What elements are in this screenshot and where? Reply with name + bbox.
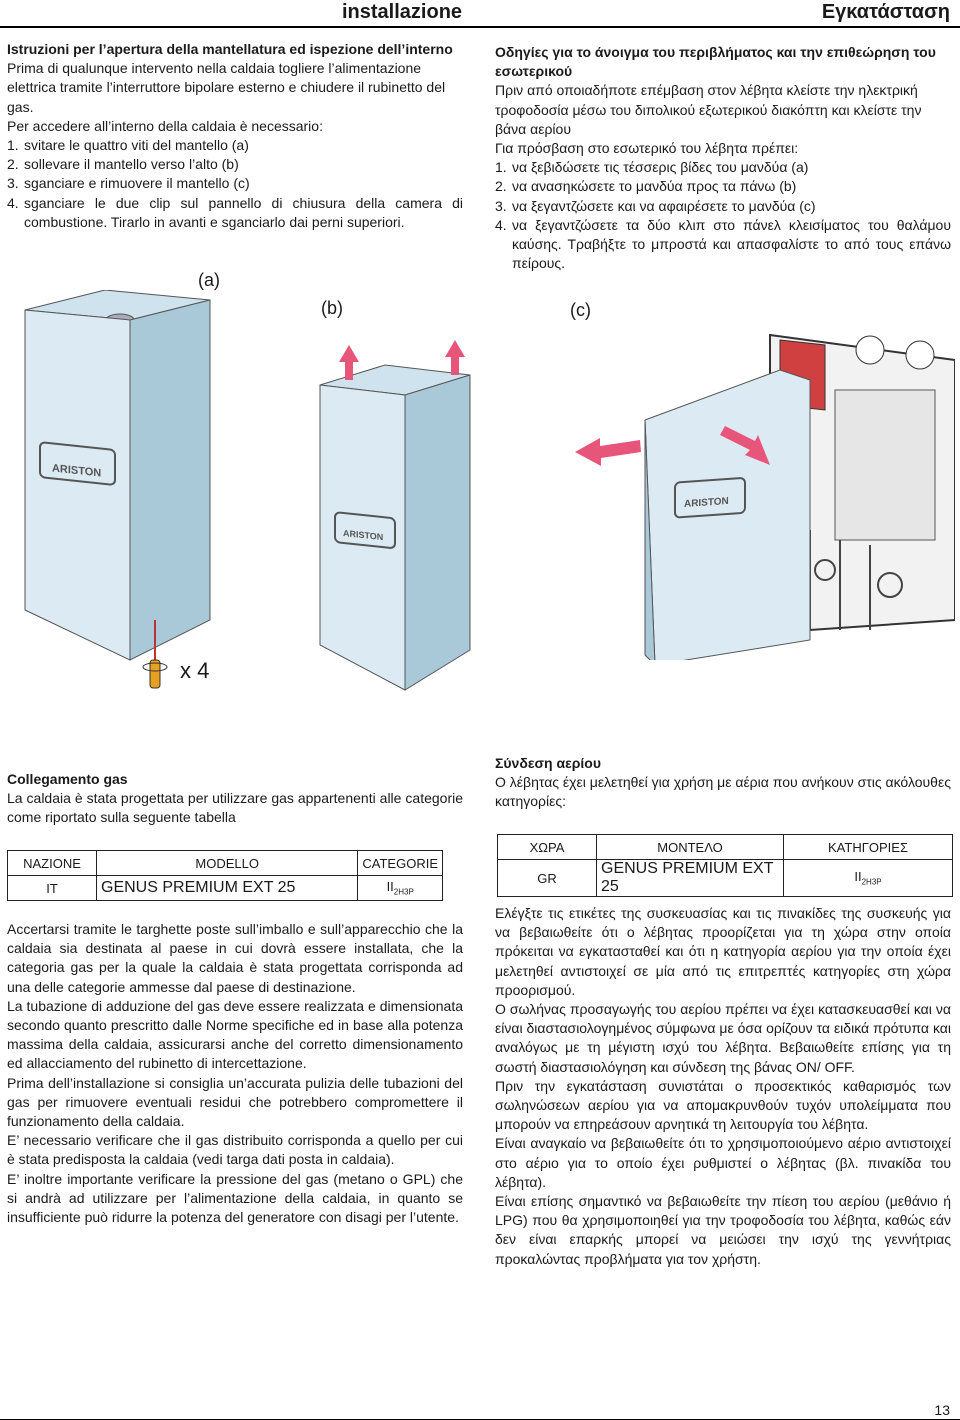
list-item	[495, 197, 951, 216]
table-cell-model: GENUS PREMIUM EXT 25	[97, 876, 358, 901]
step-number: 3.	[7, 175, 19, 192]
step-text: να ανασηκώσετε το μανδύα προς τα πάνω (b)	[512, 178, 797, 195]
brand-logo-c: ARISTON	[684, 495, 729, 511]
paragraph: E’ necessario verificare che il gas distribuito corrisponda a quello per cui è stata predisposta la caldaia (vedi targa dati posta in caldaia).	[7, 1132, 463, 1168]
it-access-title: Istruzioni per l’apertura della mantellatura ed ispezione dell’interno	[7, 41, 453, 57]
table-cell-model: GENUS PREMIUM EXT 25	[597, 860, 784, 897]
step-number: 4.	[495, 216, 507, 233]
list-item	[7, 194, 463, 232]
step-text: να ξεβιδώσετε τις τέσσερις βίδες του μανδύα (a)	[512, 159, 809, 176]
table-cell-category	[358, 876, 443, 901]
table-header-row	[498, 835, 953, 860]
step-number: 4.	[7, 194, 19, 211]
paragraph: E’ inoltre importante verificare la pressione del gas (metano o GPL) che si andrà ad utilizzare per l’alimentazione della caldaia, in quanto se insufficiente può ridurre la potenza del generatore con disagi per l’utente.	[7, 1170, 463, 1226]
table-header-cell: ΚΑΤΗΓΟΡΙΕΣ	[784, 835, 953, 860]
figure-label-c: (c)	[570, 300, 591, 320]
it-access-intro: Prima di qualunque intervento nella caldaia togliere l’alimentazione elettrica tramite l’interruttore bipolare esterno e chiudere il rubinetto del gas.	[7, 60, 446, 115]
header-section-title-it: installazione	[342, 1, 463, 23]
brand-logo-a: ARISTON	[52, 462, 102, 480]
it-access-section	[7, 40, 463, 232]
category-main: II	[854, 869, 862, 885]
paragraph: Ελέγξτε τις ετικέτες της συσκευασίας και τις πινακίδες της συσκευής για να βεβαιωθείτε ότι ο λέβητας προορίζεται για τη χώρα στην οποία πρόκειται να εγκατασταθεί και ότι η κατηγορία αερίου για την οποία έχει μελετηθεί αντιστοιχεί σε μία από τις επιτρεπτές κατηγορίες στη χώρα προορισμού.	[495, 905, 951, 998]
step-text: svitare le quattro viti del mantello (a)	[24, 137, 249, 154]
it-access-steps	[7, 136, 463, 232]
table-cell-country: IT	[8, 876, 97, 901]
table-header-cell: NAZIONE	[8, 851, 97, 876]
category-sub: 2H3P	[393, 887, 414, 897]
step-text: sganciare e rimuovere il mantello (c)	[24, 175, 250, 192]
step-number: 1.	[495, 159, 507, 176]
list-item	[495, 158, 951, 177]
paragraph: Είναι επίσης σημαντικό να βεβαιωθείτε την πίεση του αερίου (μεθάνιο ή LPG) που θα χρησιμοποιηθεί για την τροφοδοσία του λέβητα, καθώς εάν δεν είναι επαρκής μπορεί να μειώσει την ισχύ της γεννήτριας προκαλώντας προβλήματα για τον χρήστη.	[495, 1193, 951, 1267]
it-gas-intro: La caldaia è stata progettata per utilizzare gas appartenenti alle categorie come riportato sulla seguente tabella	[7, 790, 463, 826]
gr-gas-title: Σύνδεση αερίου	[495, 755, 601, 771]
step-number: 2.	[495, 178, 507, 195]
page-number: 13	[934, 1402, 950, 1418]
step-number: 3.	[495, 197, 507, 214]
header-section-title-gr: Εγκατάσταση	[821, 1, 950, 23]
header-rule	[0, 26, 960, 28]
screw-count-label: x 4	[180, 658, 210, 683]
paragraph: Ο σωλήνας προσαγωγής του αερίου πρέπει να έχει κατασκευασθεί και να είναι διαστασιολογημένος σύμφωνα με όσα ορίζουν τα ειδικά πρότυπα και αναλόγως με τη μέγιστη ισχύ του λέβητα. Βεβαιωθείτε επίσης για τη σωστή διαστασιολόγηση και σύνδεση της βάνας ON/ OFF.	[495, 1001, 951, 1075]
it-gas-category-table	[7, 850, 443, 901]
paragraph: Πριν την εγκατάσταση συνιστάται ο προσεκτικός καθαρισμός των σωληνώσεων αερίου για να απομακρυνθούν τυχόν υπολείμματα που μπορούν να επηρεάσουν αρνητικά τη λειτουργία του λέβητα.	[495, 1077, 951, 1133]
it-gas-section	[7, 770, 463, 828]
gr-gas-intro: Ο λέβητας έχει μελετηθεί για χρήση με αέρια που ανήκουν στις ακόλουθες κατηγορίες:	[495, 774, 951, 810]
step-text: να ξεγαντζώσετε τα δύο κλιπ στο πάνελ κλεισίματος του θαλάμου καύσης. Τραβήξτε το μπροστά και απασφαλίστε το από τους επάνω πείρους.	[512, 216, 951, 272]
paragraph: Accertarsi tramite le targhette poste sull’imballo e sull’apparecchio che la caldaia sia destinata al paese in cui dovrà essere installata, che la categoria gas per la quale la caldaia è stata progettata corrisponda ad una delle categorie ammesse dal paese di destinazione.	[7, 921, 463, 995]
gr-access-lead: Για πρόσβαση στο εσωτερικό του λέβητα πρέπει:	[495, 140, 799, 157]
figure-b-boiler-lift	[315, 340, 475, 700]
it-access-lead: Per accedere all’interno della caldaia è necessario:	[7, 117, 323, 134]
table-header-cell: CATEGORIE	[358, 851, 443, 876]
paragraph: La tubazione di adduzione del gas deve essere realizzata e dimensionata secondo quanto prescritto dalle Norme specifiche ed in base alla potenza massima della caldaia, assicurarsi anche del corretto dimensionamento ed allacciamento del rubinetto di intercettazione.	[7, 997, 463, 1072]
table-header-cell: ΜΟΝΤΕΛΟ	[597, 835, 784, 860]
list-item	[495, 216, 951, 274]
step-text: sganciare le due clip sul pannello di chiusura della camera di combustione. Tirarlo in avanti e sganciarlo dai perni superiori.	[24, 194, 463, 230]
step-text: sollevare il mantello verso l’alto (b)	[24, 156, 239, 173]
it-gas-body	[7, 920, 463, 1227]
table-header-cell: MODELLO	[97, 851, 358, 876]
paragraph: Prima dell’installazione si consiglia un’accurata pulizia delle tubazioni del gas per rimuovere eventuali residui che potrebbero compromettere il funzionamento della caldaia.	[7, 1074, 463, 1130]
figure-label-b: (b)	[321, 298, 343, 318]
gr-gas-section	[495, 754, 951, 812]
left-arrow-icon	[575, 438, 641, 466]
list-item	[7, 174, 463, 193]
table-header-row	[8, 851, 443, 876]
step-text: να ξεγαντζώσετε και να αφαιρέσετε το μανδύα (c)	[512, 197, 816, 214]
list-item	[7, 155, 463, 174]
table-cell-category	[784, 860, 953, 897]
paragraph: Είναι αναγκαίο να βεβαιωθείτε ότι το χρησιμοποιούμενο αέριο αντιστοιχεί στο αέριο για το οποίο έχει ρυθμιστεί ο λέβητας (βλ. πινακίδα του λέβητα).	[495, 1135, 951, 1190]
figure-a-boiler-closed	[20, 290, 220, 690]
gr-gas-body	[495, 904, 951, 1269]
category-sub: 2H3P	[861, 877, 882, 887]
table-row	[498, 860, 953, 897]
brand-logo-b: ARISTON	[343, 527, 384, 543]
table-cell-country: GR	[498, 860, 597, 897]
step-number: 2.	[7, 156, 19, 173]
list-item	[7, 136, 463, 155]
gr-access-steps	[495, 158, 951, 273]
up-arrow-icon	[445, 340, 465, 375]
gr-gas-category-table	[497, 834, 953, 897]
it-gas-title: Collegamento gas	[7, 771, 128, 787]
gr-access-title: Οδηγίες για το άνοιγμα του περιβλήματος και την επιθεώρηση του εσωτερικού	[495, 44, 936, 80]
step-number: 1.	[7, 137, 19, 154]
gr-access-intro: Πριν από οποιαδήποτε επέμβαση στον λέβητα κλείστε την ηλεκτρική τροφοδοσία μέσω του διπολικού εξωτερικού διακόπτη και κλείστε την βάνα αερίου	[495, 82, 922, 137]
figure-label-a: (a)	[198, 270, 220, 290]
table-header-cell: ΧΩΡΑ	[498, 835, 597, 860]
gr-access-section	[495, 43, 951, 273]
category-main: II	[386, 879, 394, 895]
table-row	[8, 876, 443, 901]
figure-c-boiler-open	[570, 330, 955, 660]
list-item	[495, 177, 951, 196]
